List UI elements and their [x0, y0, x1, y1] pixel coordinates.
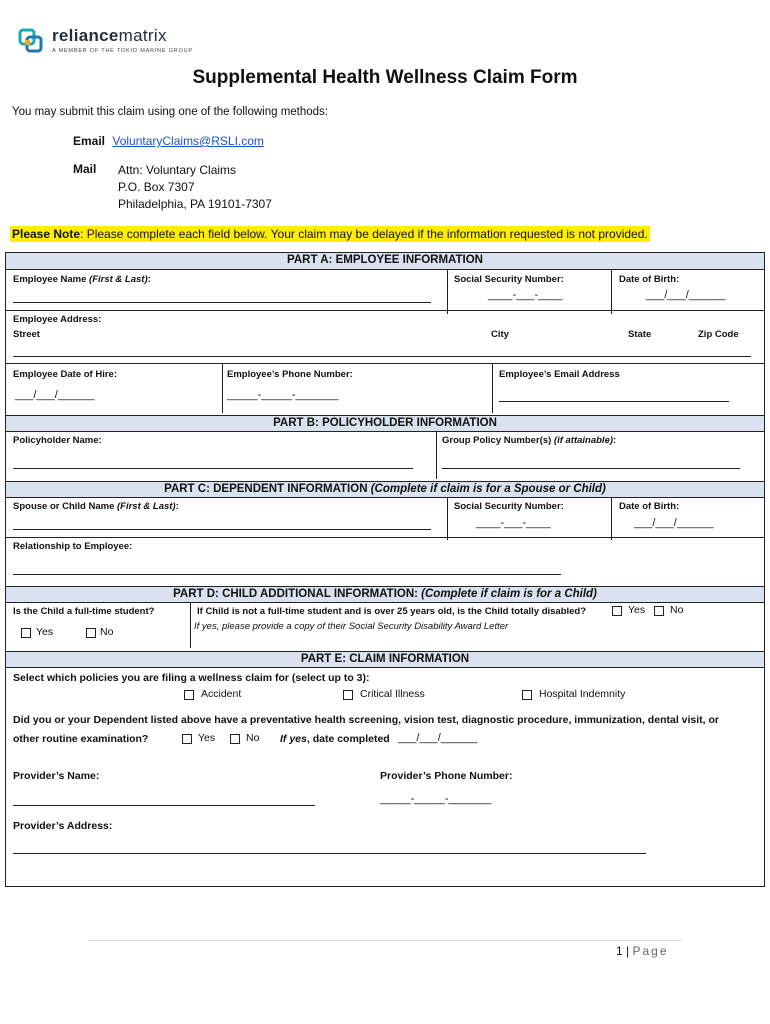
reliance-matrix-logo-icon — [18, 28, 44, 54]
part-d-header: PART D: CHILD ADDITIONAL INFORMATION: (Complete if claim is for a Child) — [6, 586, 764, 603]
divider — [190, 603, 191, 648]
fulltime-yes-label: Yes — [36, 626, 54, 638]
provider-phone-field[interactable]: _____-_____-_______ — [380, 793, 492, 805]
part-e-header: PART E: CLAIM INFORMATION — [6, 651, 764, 668]
screening-question: Did you or your Dependent listed above have a preventative health screening, vision test, diagnostic procedure, immunization, dental visit, or — [13, 714, 719, 726]
disabled-yes-checkbox[interactable] — [612, 606, 622, 616]
employee-name-label: Employee Name (First & Last): — [13, 274, 151, 285]
employee-name-field[interactable] — [13, 302, 431, 303]
fulltime-no-checkbox[interactable] — [86, 628, 96, 638]
provider-address-label: Provider’s Address: — [13, 820, 113, 832]
divider — [222, 363, 223, 413]
hire-date-label: Employee Date of Hire: — [13, 369, 117, 380]
ssn-label: Social Security Number: — [454, 274, 564, 285]
dependent-dob-field[interactable]: ___/___/______ — [634, 517, 714, 529]
employee-email-label: Employee’s Email Address — [499, 369, 620, 380]
screening-yes-label: Yes — [198, 732, 216, 744]
disabled-yes-label: Yes — [628, 604, 646, 616]
hospital-indemnity-label: Hospital Indemnity — [539, 688, 626, 700]
accident-checkbox[interactable] — [184, 690, 194, 700]
email-link[interactable]: VoluntaryClaims@RSLI.com — [112, 134, 264, 148]
please-note: Please Note: Please complete each field below. Your claim may be delayed if the information requested is not provided. — [12, 227, 648, 241]
critical-illness-label: Critical Illness — [360, 688, 425, 700]
hire-date-field[interactable]: ___/___/______ — [15, 389, 95, 401]
date-completed-label: If yes, date completed — [280, 733, 390, 745]
form-title: Supplemental Health Wellness Claim Form — [192, 67, 578, 88]
employee-phone-label: Employee’s Phone Number: — [227, 369, 353, 380]
employee-address-label: Employee Address: — [13, 314, 102, 325]
street-label: Street — [13, 329, 40, 340]
brand-tagline: A MEMBER OF THE TOKIO MARINE GROUP — [52, 48, 193, 54]
employee-phone-field[interactable]: _____-_____-_______ — [227, 389, 339, 401]
policyholder-name-label: Policyholder Name: — [13, 435, 102, 446]
mail-line: Philadelphia, PA 19101-7307 — [118, 197, 272, 211]
divider — [436, 432, 437, 479]
ssn-field[interactable]: ____-___-____ — [488, 289, 563, 301]
employee-address-field[interactable] — [13, 356, 751, 357]
divider — [447, 270, 448, 314]
divider — [611, 270, 612, 314]
email-label: Email — [73, 134, 106, 148]
accident-label: Accident — [201, 688, 242, 700]
intro-text: You may submit this claim using one of the following methods: — [12, 106, 328, 118]
divider — [6, 537, 764, 538]
policyholder-name-field[interactable] — [13, 468, 413, 469]
provider-name-label: Provider’s Name: — [13, 770, 100, 782]
mail-line: Attn: Voluntary Claims — [118, 163, 237, 177]
city-label: City — [491, 329, 509, 340]
screening-no-checkbox[interactable] — [230, 734, 240, 744]
dependent-name-label: Spouse or Child Name (First & Last): — [13, 501, 179, 512]
relationship-field[interactable] — [13, 574, 561, 575]
divider — [6, 310, 764, 311]
dependent-ssn-field[interactable]: ____-___-____ — [476, 517, 551, 529]
disabled-question: If Child is not a full-time student and is over 25 years old, is the Child totally disabled? — [197, 606, 587, 617]
dependent-name-field[interactable] — [13, 529, 431, 530]
brand-name: reliancematrix — [52, 26, 167, 45]
date-completed-field[interactable]: ___/___/______ — [398, 732, 478, 744]
hospital-indemnity-checkbox[interactable] — [522, 690, 532, 700]
critical-illness-checkbox[interactable] — [343, 690, 353, 700]
divider — [611, 498, 612, 540]
screening-question-cont: other routine examination? — [13, 733, 149, 745]
screening-no-label: No — [246, 732, 260, 744]
dob-field[interactable]: ___/___/______ — [646, 289, 726, 301]
provider-name-field[interactable] — [13, 805, 315, 806]
screening-yes-checkbox[interactable] — [182, 734, 192, 744]
group-policy-field[interactable] — [442, 468, 740, 469]
footer-divider — [88, 940, 682, 941]
mail-line: P.O. Box 7307 — [118, 180, 195, 194]
divider — [6, 363, 764, 364]
divider — [447, 498, 448, 540]
state-label: State — [628, 329, 652, 340]
disabled-no-checkbox[interactable] — [654, 606, 664, 616]
disability-note: If yes, please provide a copy of their Social Security Disability Award Letter — [194, 621, 509, 632]
page-number: 1 | Page — [616, 944, 669, 958]
group-policy-label: Group Policy Number(s) (if attainable): — [442, 435, 617, 446]
mail-label: Mail — [73, 162, 97, 176]
dependent-dob-label: Date of Birth: — [619, 501, 680, 512]
mail-address — [118, 162, 272, 213]
dependent-ssn-label: Social Security Number: — [454, 501, 564, 512]
part-a-header: PART A: EMPLOYEE INFORMATION — [6, 253, 764, 270]
provider-address-field[interactable] — [13, 853, 646, 854]
zip-label: Zip Code — [698, 329, 739, 340]
provider-phone-label: Provider’s Phone Number: — [380, 770, 513, 782]
fulltime-yes-checkbox[interactable] — [21, 628, 31, 638]
fulltime-no-label: No — [100, 626, 114, 638]
claim-form — [5, 252, 765, 887]
employee-email-field[interactable] — [499, 401, 729, 402]
divider — [492, 363, 493, 413]
disabled-no-label: No — [670, 604, 684, 616]
part-c-header: PART C: DEPENDENT INFORMATION (Complete if claim is for a Spouse or Child) — [6, 481, 764, 498]
select-policies-label: Select which policies you are filing a wellness claim for (select up to 3): — [13, 672, 370, 684]
dob-label: Date of Birth: — [619, 274, 680, 285]
email-row — [73, 134, 264, 148]
relationship-label: Relationship to Employee: — [13, 541, 133, 552]
part-b-header: PART B: POLICYHOLDER INFORMATION — [6, 415, 764, 432]
fulltime-student-label: Is the Child a full-time student? — [13, 606, 155, 617]
